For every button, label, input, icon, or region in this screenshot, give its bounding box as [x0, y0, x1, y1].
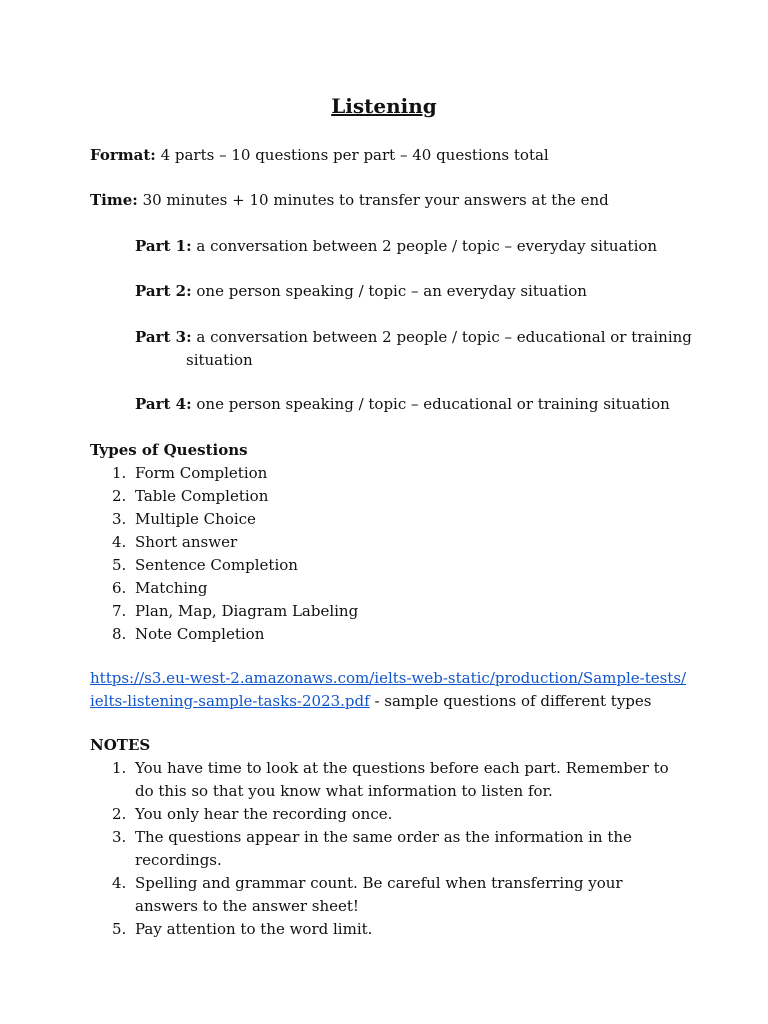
format-line	[90, 144, 690, 167]
list-number: 5.	[112, 920, 127, 938]
list-number: 1.	[112, 759, 127, 777]
list-number: 4.	[112, 533, 127, 551]
list-item	[90, 508, 690, 531]
time-line	[90, 189, 690, 212]
list-item	[90, 554, 690, 577]
list-item	[90, 623, 690, 646]
question-types-list	[90, 462, 690, 646]
part-3-text: a conversation between 2 people / topic – educational or training situation	[186, 328, 692, 369]
sample-tasks-link[interactable]: https://s3.eu-west-2.amazonaws.com/ielts-web-static/production/Sample-tests/ielts-listening-sample-tasks-2023.pdf	[90, 669, 687, 710]
list-number: 7.	[112, 602, 127, 620]
format-label: Format:	[90, 146, 156, 164]
list-number: 3.	[112, 510, 127, 528]
notes-heading-text: NOTES	[90, 736, 151, 754]
list-item-text: Form Completion	[135, 464, 268, 482]
list-item	[90, 918, 680, 941]
part-4-text: one person speaking / topic – educational or training situation	[191, 395, 670, 413]
list-number: 4.	[112, 874, 127, 892]
list-item	[90, 577, 690, 600]
list-item	[90, 600, 690, 623]
list-number: 2.	[112, 487, 127, 505]
list-item-text: Spelling and grammar count. Be careful when transferring your answers to the answer sheet!	[135, 874, 623, 915]
notes-list	[90, 757, 680, 941]
time-label: Time:	[90, 191, 138, 209]
list-item-text: Note Completion	[135, 625, 265, 643]
notes-heading	[90, 734, 690, 757]
list-item	[90, 531, 690, 554]
list-number: 1.	[112, 464, 127, 482]
list-item-text: Table Completion	[135, 487, 269, 505]
part-3-line	[135, 326, 726, 372]
list-item	[90, 872, 680, 918]
sample-link-suffix: - sample questions of different types	[369, 692, 652, 710]
part-2-label: Part 2:	[135, 282, 192, 300]
time-text: 30 minutes + 10 minutes to transfer your answers at the end	[137, 191, 609, 209]
list-number: 2.	[112, 805, 127, 823]
list-item-text: The questions appear in the same order as the information in the recordings.	[135, 828, 632, 869]
list-item	[90, 485, 690, 508]
part-2-line	[135, 280, 735, 303]
format-text: 4 parts – 10 questions per part – 40 questions total	[155, 146, 549, 164]
page-title: Listening	[331, 94, 437, 118]
list-item	[90, 826, 680, 872]
list-number: 3.	[112, 828, 127, 846]
part-2-text: one person speaking / topic – an everyday situation	[191, 282, 587, 300]
list-number: 6.	[112, 579, 127, 597]
list-item-text: Pay attention to the word limit.	[135, 920, 373, 938]
list-item-text: Plan, Map, Diagram Labeling	[135, 602, 359, 620]
sample-link-paragraph	[90, 667, 690, 713]
part-4-label: Part 4:	[135, 395, 192, 413]
list-item	[90, 462, 690, 485]
list-number: 5.	[112, 556, 127, 574]
list-item-text: Multiple Choice	[135, 510, 256, 528]
list-item-text: Sentence Completion	[135, 556, 298, 574]
part-1-line	[135, 235, 735, 258]
types-heading-text: Types of Questions	[90, 441, 248, 459]
list-item	[90, 803, 680, 826]
part-3-label: Part 3:	[135, 328, 192, 346]
part-1-label: Part 1:	[135, 237, 192, 255]
list-item-text: Matching	[135, 579, 208, 597]
list-item	[90, 757, 680, 803]
part-4-line	[135, 393, 735, 416]
list-item-text: Short answer	[135, 533, 238, 551]
list-item-text: You have time to look at the questions before each part. Remember to do this so that you know what information to listen for.	[135, 759, 669, 800]
types-heading	[90, 439, 690, 462]
list-item-text: You only hear the recording once.	[135, 805, 393, 823]
part-1-text: a conversation between 2 people / topic – everyday situation	[191, 237, 658, 255]
list-number: 8.	[112, 625, 127, 643]
